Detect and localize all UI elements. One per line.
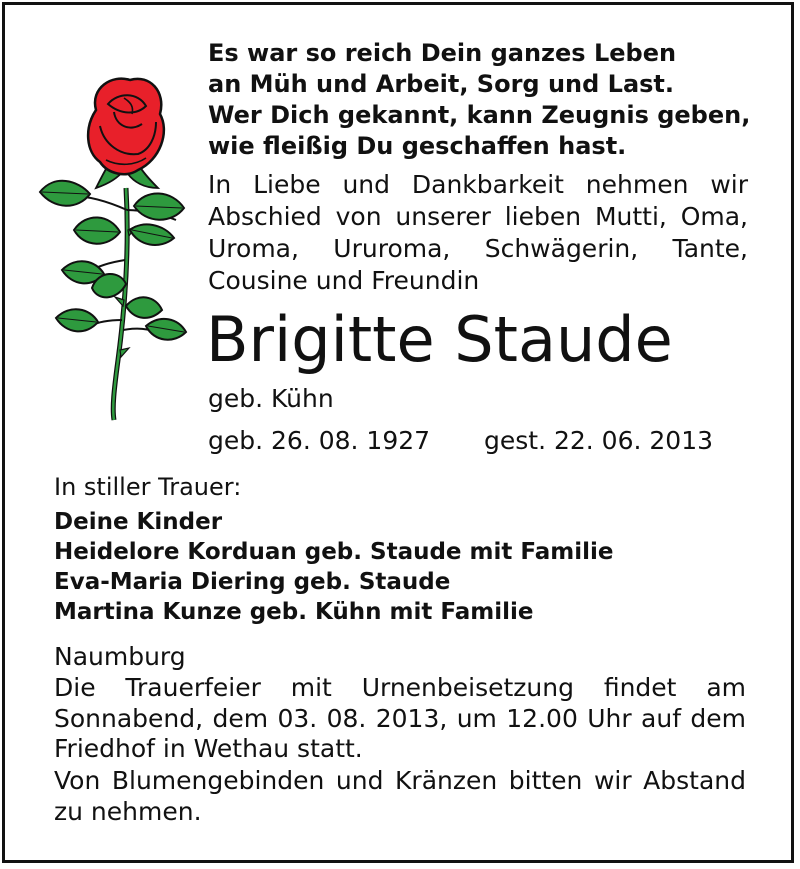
mourner-name: Eva-Maria Diering geb. Staude: [54, 569, 451, 595]
mourners-intro: In stiller Trauer:: [54, 473, 242, 501]
mourner-name: Heidelore Korduan geb. Staude mit Familie: [54, 539, 614, 565]
birth-date: geb. 26. 08. 1927: [208, 426, 431, 455]
death-date: gest. 22. 06. 2013: [484, 426, 714, 455]
red-rose-icon: [34, 70, 194, 430]
mourner-name: Martina Kunze geb. Kühn mit Familie: [54, 599, 534, 625]
funeral-info-line: Friedhof in Wethau statt.: [54, 734, 363, 763]
life-dates: [208, 423, 714, 459]
funeral-info: [54, 673, 746, 765]
intro-line: Uroma, Ururoma, Schwägerin, Tante,: [208, 234, 748, 263]
poem-line: Es war so reich Dein ganzes Leben: [208, 39, 677, 67]
place: Naumburg: [54, 642, 186, 671]
poem-line: wie fleißig Du geschaffen hast.: [208, 132, 627, 160]
intro-line: Cousine und Freundin: [208, 266, 480, 295]
flower-request-line: zu nehmen.: [54, 796, 202, 826]
poem-line: Wer Dich gekannt, kann Zeugnis geben,: [208, 101, 751, 129]
flower-request-line: Von Blumengebinden und Kränzen bitten wir Abstand: [54, 766, 746, 795]
poem-line: an Müh und Arbeit, Sorg und Last.: [208, 70, 675, 98]
funeral-info-line: Sonnabend, dem 03. 08. 2013, um 12.00 Uhr auf dem: [54, 703, 746, 733]
funeral-info-line: Die Trauerfeier mit Urnenbeisetzung findet am: [54, 673, 746, 702]
deceased-name: Brigitte Staude: [206, 303, 673, 376]
mourner-name: Deine Kinder: [54, 509, 223, 535]
maiden-name: geb. Kühn: [208, 384, 334, 413]
intro-line: In Liebe und Dankbarkeit nehmen wir: [208, 170, 748, 199]
flower-request: [54, 766, 746, 827]
intro-line: Abschied von unserer lieben Mutti, Oma,: [208, 202, 748, 231]
